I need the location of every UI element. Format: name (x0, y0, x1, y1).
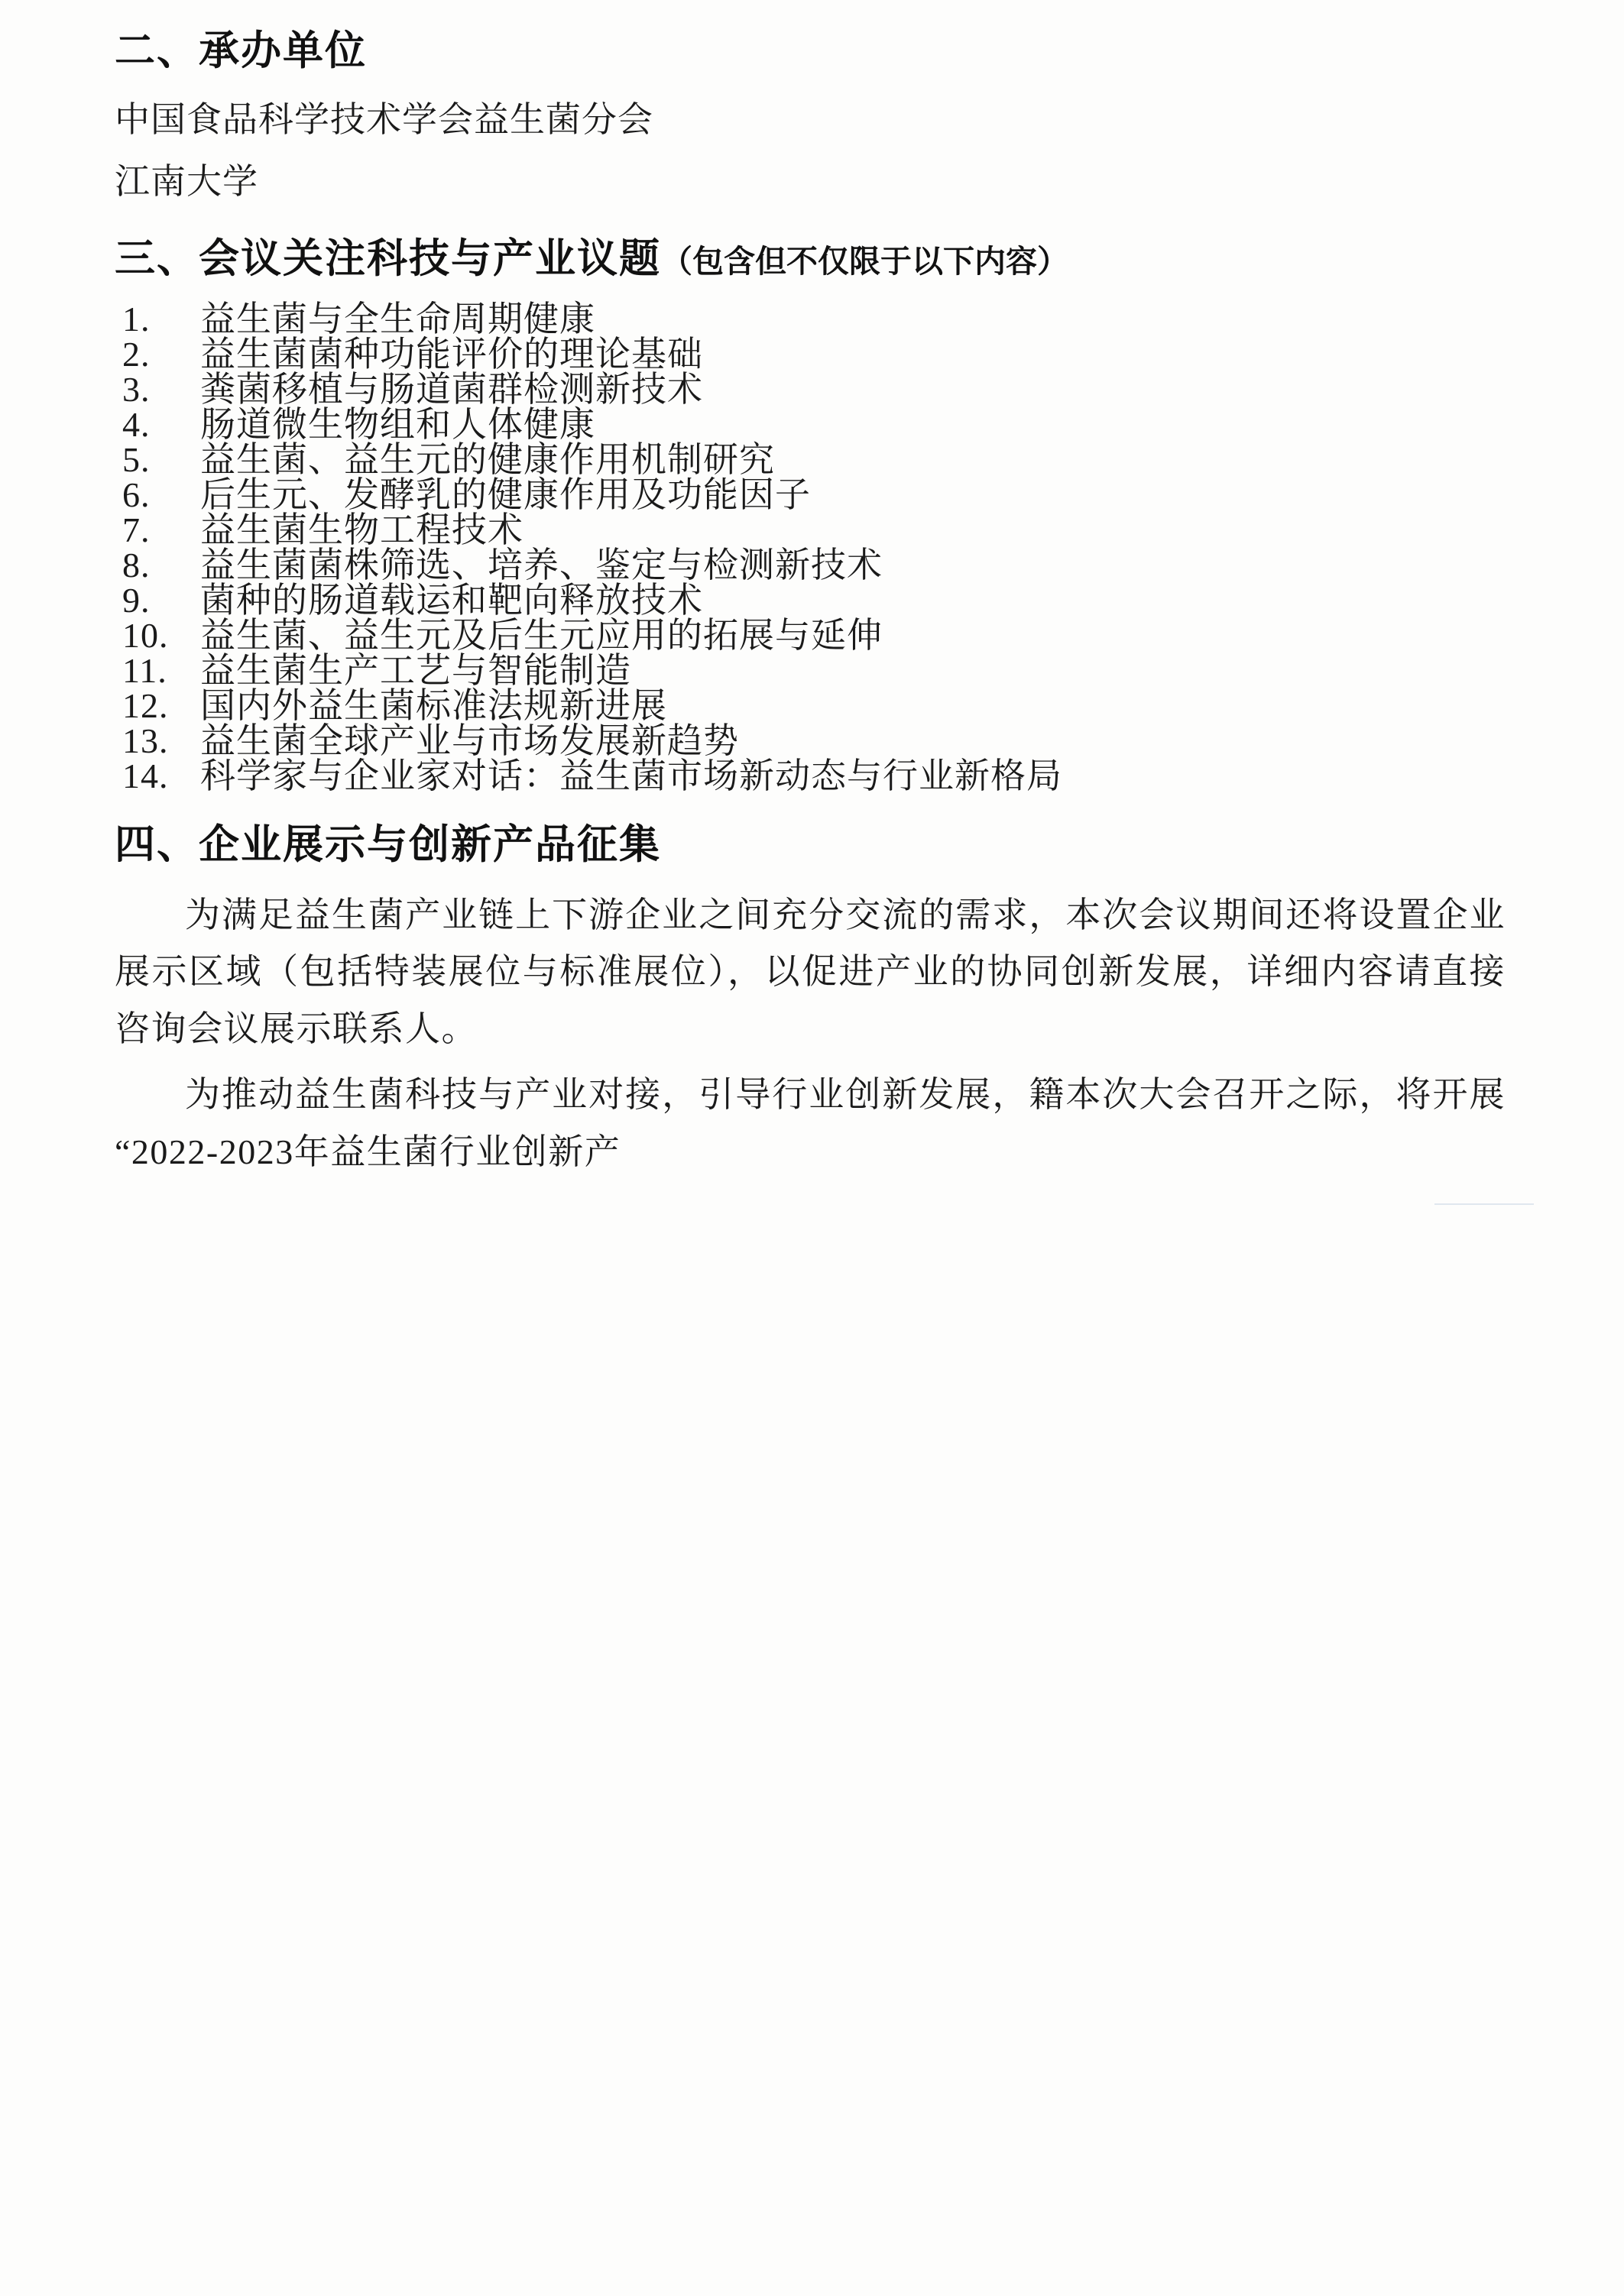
exhibition-paragraph-2: 为推动益生菌科技与产业对接，引导行业创新发展，籍本次大会召开之际，将开展“2022-2023年益生菌行业创新产 (115, 1075, 1506, 1171)
list-item-number: 11. (122, 650, 167, 690)
list-item (115, 721, 1506, 760)
list-item-number: 4. (122, 404, 151, 444)
list-item (115, 685, 1506, 725)
list-item (115, 580, 1506, 620)
exhibition-paragraph-1: 为满足益生菌产业链上下游企业之间充分交流的需求，本次会议期间还将设置企业展示区域（包括特装展位与标准展位），以促进产业的协同创新发展，详细内容请直接咨询会议展示联系人。 (115, 895, 1506, 1048)
list-item-label: 科学家与企业家对话：益生菌市场新动态与行业新格局 (200, 756, 1062, 795)
section-heading-exhibition: 四、企业展示与创新产品征集 (115, 821, 661, 868)
list-item-number: 13. (122, 721, 169, 760)
section-heading-topics (115, 234, 1506, 284)
document-content (115, 0, 1506, 1180)
list-item-number: 2. (122, 334, 151, 374)
list-item (115, 756, 1506, 795)
list-item-label: 粪菌移植与肠道菌群检测新技术 (200, 369, 703, 409)
organizer-line-1: 中国食品科学技术学会益生菌分会 (115, 100, 653, 140)
list-item (115, 439, 1506, 479)
section-heading-topics-main: 三、会议关注科技与产业议题 (115, 235, 661, 283)
list-item (115, 299, 1506, 338)
list-item (115, 474, 1506, 514)
list-item-label: 益生菌菌株筛选、培养、鉴定与检测新技术 (200, 545, 883, 585)
list-item-number: 14. (122, 756, 169, 795)
list-item-number: 12. (122, 685, 169, 725)
list-item-number: 1. (122, 299, 151, 338)
section-heading-organizers: 二、承办单位 (115, 28, 367, 74)
section-heading-topics-note: （包含但不仅限于以下内容） (661, 243, 1068, 280)
list-item (115, 369, 1506, 409)
list-item-label: 益生菌全球产业与市场发展新趋势 (200, 721, 739, 760)
list-item-label: 国内外益生菌标准法规新进展 (200, 685, 667, 725)
scan-artifact-line (1434, 1203, 1534, 1205)
topic-list (115, 299, 1506, 795)
list-item-number: 8. (122, 545, 151, 585)
list-item-label: 益生菌与全生命周期健康 (200, 299, 595, 338)
list-item (115, 545, 1506, 585)
list-item-number: 9. (122, 580, 151, 620)
list-item-label: 益生菌菌种功能评价的理论基础 (200, 334, 703, 374)
list-item-label: 益生菌生产工艺与智能制造 (200, 650, 631, 690)
list-item (115, 650, 1506, 690)
list-item-label: 菌种的肠道载运和靶向释放技术 (200, 580, 703, 620)
list-item-label: 肠道微生物组和人体健康 (200, 404, 595, 444)
list-item (115, 510, 1506, 549)
organizer-line-2: 江南大学 (115, 162, 258, 202)
list-item-label: 益生菌、益生元的健康作用机制研究 (200, 439, 775, 479)
list-item-number: 3. (122, 369, 151, 409)
list-item (115, 334, 1506, 374)
list-item-label: 后生元、发酵乳的健康作用及功能因子 (200, 474, 811, 514)
list-item-label: 益生菌生物工程技术 (200, 510, 524, 549)
list-item-number: 5. (122, 439, 151, 479)
list-item-number: 10. (122, 615, 169, 655)
list-item (115, 615, 1506, 655)
list-item-number: 7. (122, 510, 151, 549)
list-item-label: 益生菌、益生元及后生元应用的拓展与延伸 (200, 615, 883, 655)
list-item (115, 404, 1506, 444)
list-item-number: 6. (122, 474, 151, 514)
